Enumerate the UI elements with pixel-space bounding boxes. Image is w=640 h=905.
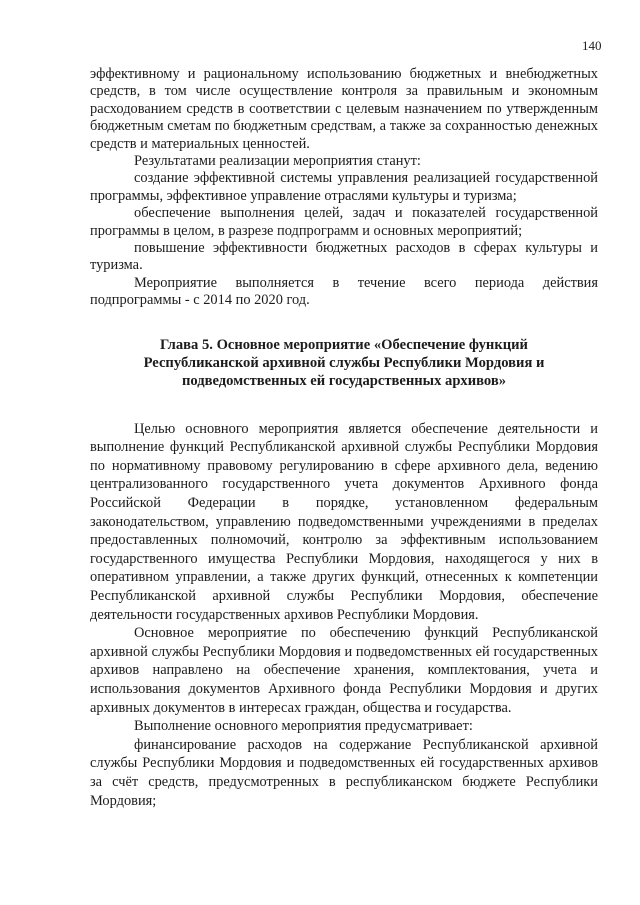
page-number: 140 <box>582 38 602 53</box>
document-body <box>90 66 598 810</box>
paragraph: эффективному и рациональному использованию бюджетных и внебюджетных средств, в том числе осуществление контроля за правильным и экономным расходованием средств в соответствии с целевым назначением по утвержденным бюджетным сметам по бюджетным средствам, а также за сохранностью денежных средств и материальных ценностей. <box>90 66 598 152</box>
paragraph: повышение эффективности бюджетных расходов в сферах культуры и туризма. <box>90 240 598 274</box>
chapter-title: Глава 5. Основное мероприятие «Обеспечение функций Республиканской архивной службы Республики Мордовия и подведомственных ей государственных архивов» <box>143 336 545 389</box>
paragraph: Целью основного мероприятия является обеспечение деятельности и выполнение функций Республиканской архивной службы Республики Мордовия по нормативному правовому регулированию в сфере архивного дела, ведению централизованного государственного учета документов Архивного фонда Российской Федерации в порядке, установленном федеральным законодательством, управлению подведомственными учреждениями в пределах предоставленных полномочий, контролю за эффективным использованием государственного имущества Республики Мордовия, находящегося у них в оперативном управлении, а также других функций, отнесенных к компетенции Республиканской архивной службы Республики Мордовия, обеспечение деятельности государственных архивов Республики Мордовия. <box>90 420 598 623</box>
paragraph: Результатами реализации мероприятия станут: <box>134 153 421 170</box>
paragraph: Мероприятие выполняется в течение всего периода действия подпрограммы - с 2014 по 2020 год. <box>90 274 598 309</box>
paragraph: создание эффективной системы управления реализацией государственной программы, эффективное управление отраслями культуры и туризма; <box>90 170 598 204</box>
paragraph: обеспечение выполнения целей, задач и показателей государственной программы в целом, в разрезе подпрограмм и основных мероприятий; <box>90 205 598 239</box>
paragraph: финансирование расходов на содержание Республиканской архивной службы Республики Мордовия и подведомственных ей государственных архивов за счёт средств, предусмотренных в республиканском бюджете Республики Мордовия; <box>90 736 598 809</box>
paragraph: Основное мероприятие по обеспечению функций Республиканской архивной службы Республики Мордовия и подведомственных ей государственных архивов направлено на обеспечение хранения, комплектования, учета и использования документов Архивного фонда Республики Мордовия и других архивных документов в интересах граждан, общества и государства. <box>90 625 598 716</box>
paragraph: Выполнение основного мероприятия предусматривает: <box>134 718 473 735</box>
chapter-body <box>90 420 598 810</box>
